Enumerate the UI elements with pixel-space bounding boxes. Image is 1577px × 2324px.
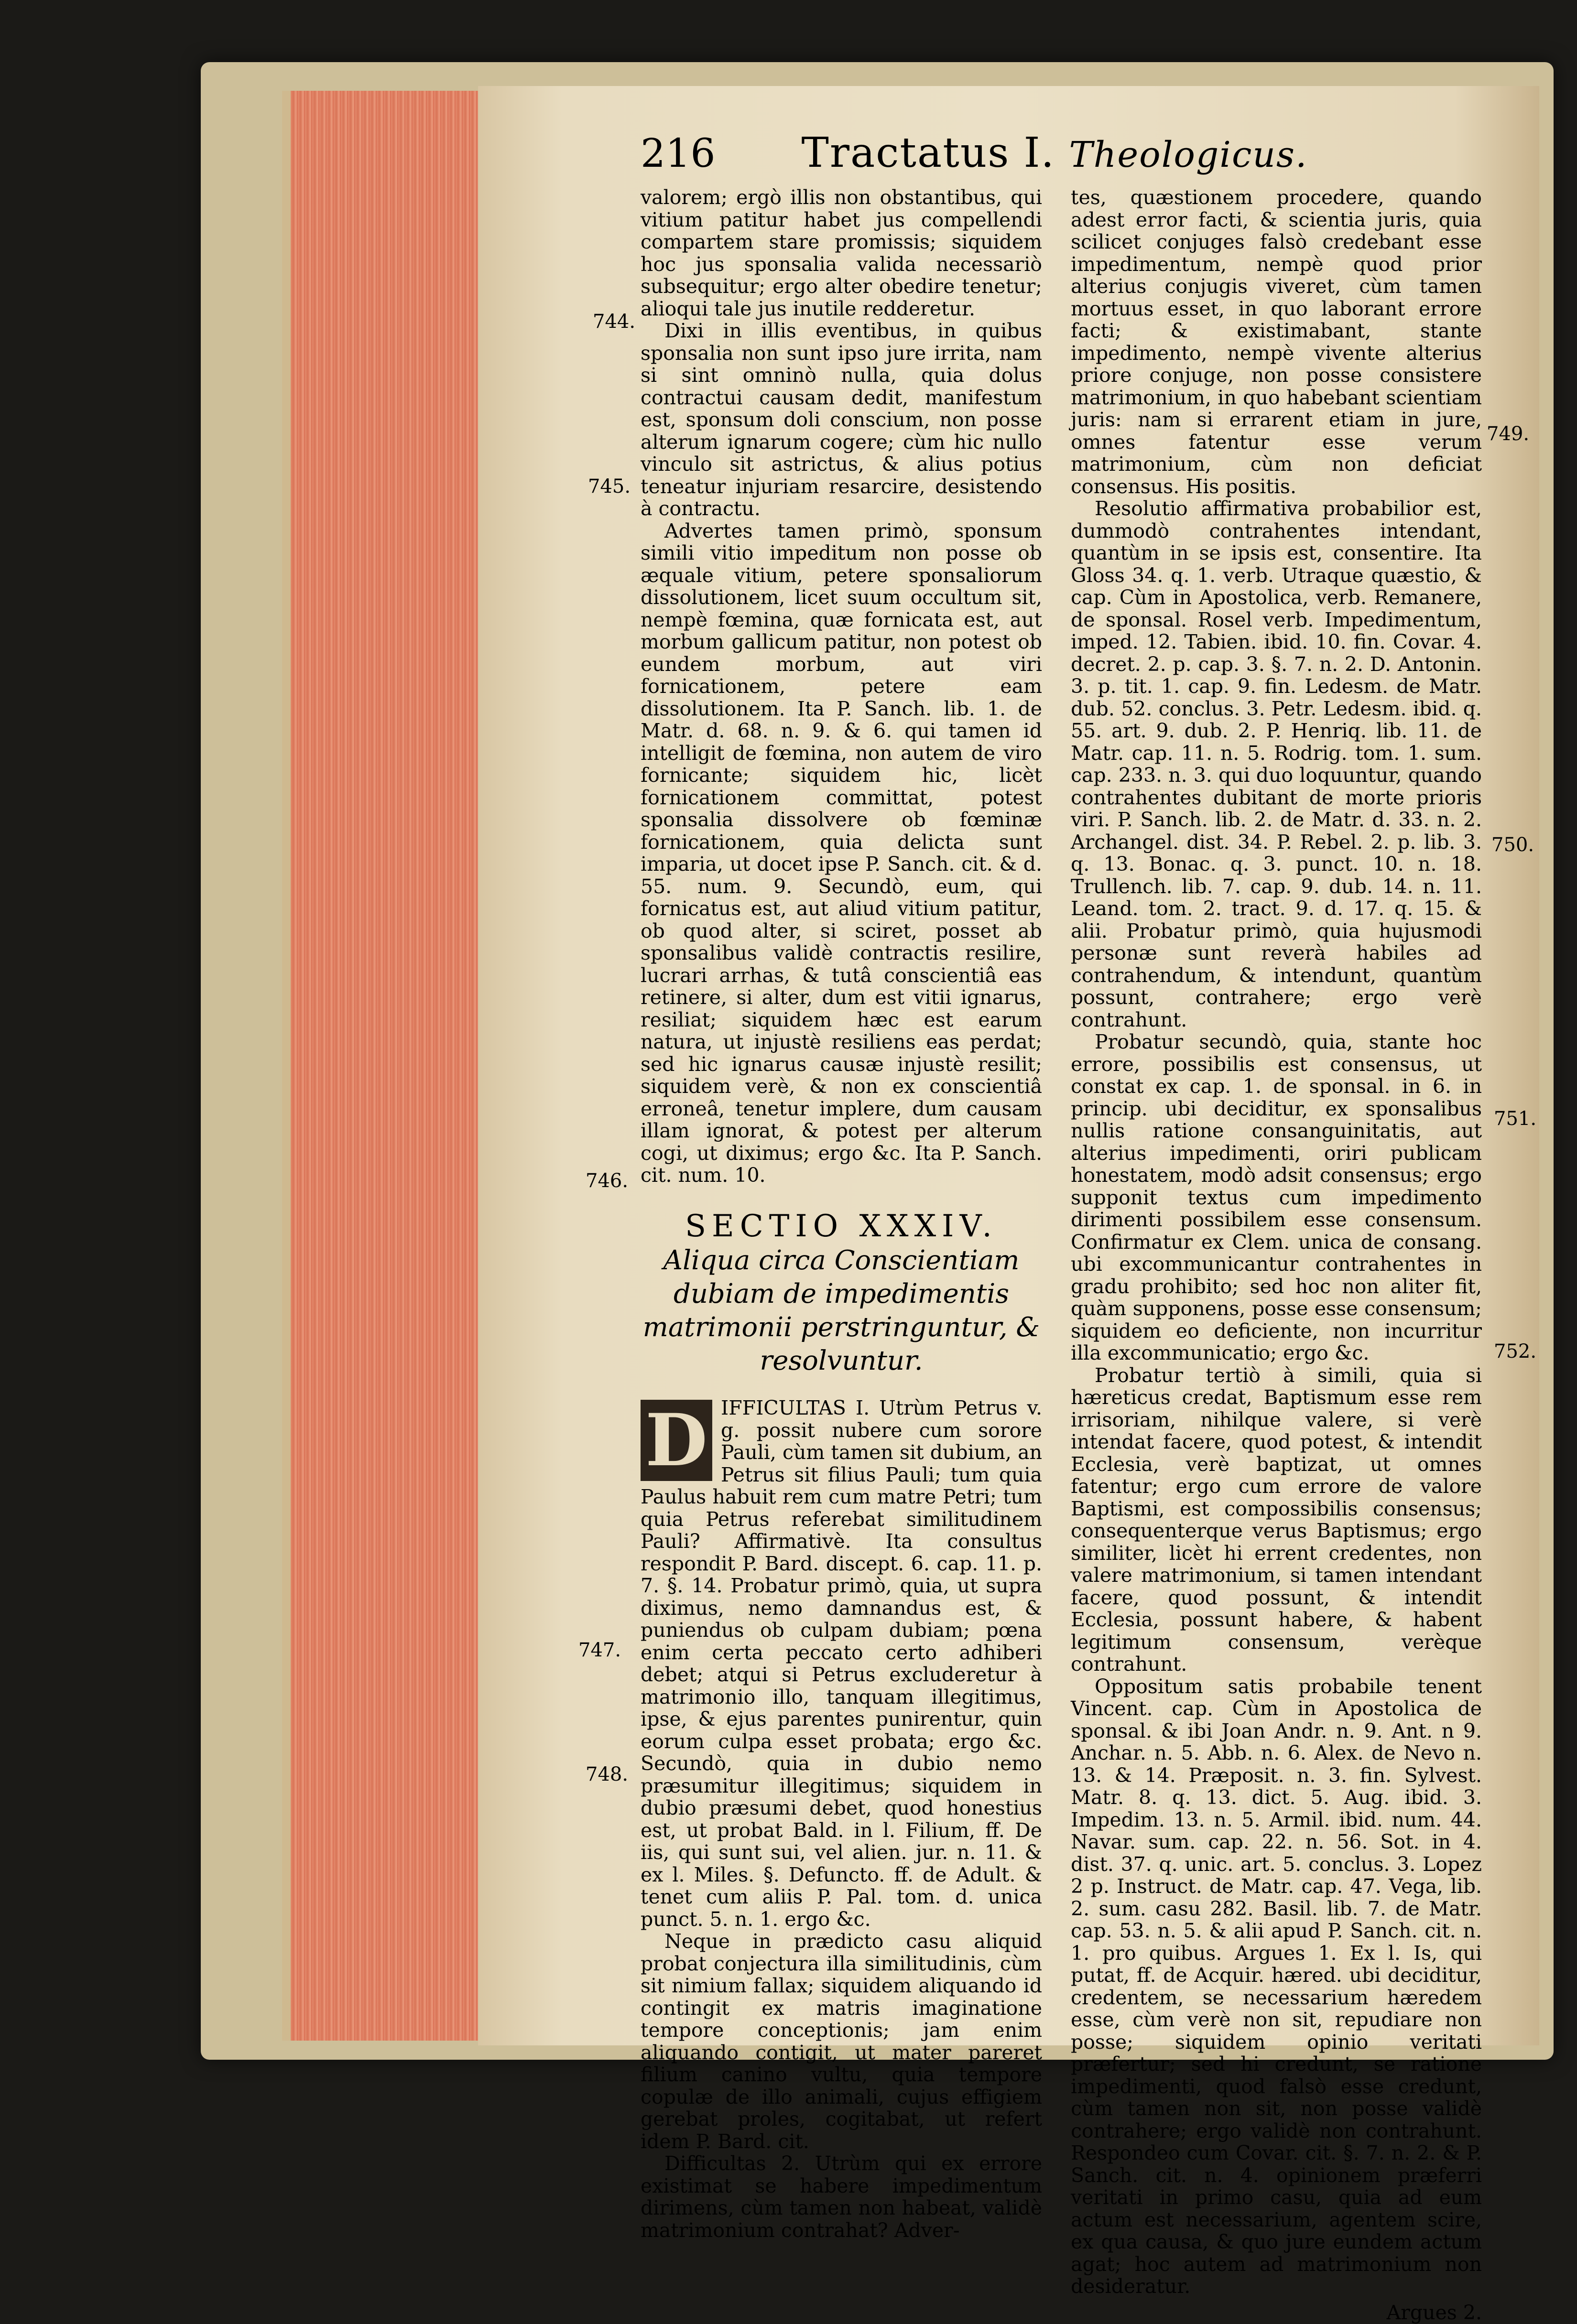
margin-number-749: 749. [1487,423,1530,445]
paragraph-with-dropcap [641,1397,1042,1930]
paragraph-text: IFFICULTAS I. Utrùm Petrus v. g. possit nubere cum sorore Pauli, cùm tamen sit dubium, an Petrus sit filius Pauli; tum quia Paulus habuit rem cum matre Petri; tum quia Petrus referebat similitudinem Pauli? Affirmativè. Ita consultus respondit P. Bard. discept. 6. cap. 11. p. 7. §. 14. Probatur primò, quia, ut supra diximus, nemo damnandus est, & puniendus ob culpam dubiam; pœna enim certa peccato certo adhiberi debet; atqui si Petrus excluderetur à matrimonio illo, tanquam illegitimus, ipse, & ejus parentes punirentur, quin eorum culpa esset probata; ergo &c. Secundò, quia in dubio nemo præsumitur illegitimus; siquidem in dubio præsumi debet, quod honestius est, ut probat Bald. in l. Filium, ff. De iis, qui sunt sui, vel alien. jur. n. 11. & ex l. Miles. §. Defuncto. ff. de Adult. & tenet cum aliis P. Pal. tom. d. unica punct. 5. n. 1. ergo &c. [641,1396,1042,1931]
margin-number-747: 747. [578,1639,621,1661]
running-title-main: Tractatus I. [801,129,1055,177]
paragraph: Neque in prædicto casu aliquid probat conjectura illa similitudinis, cùm sit nimium fallax; siquidem aliquando id contingit ex matris imaginatione tempore conceptionis; jam enim aliquando contigit, ut mater pareret filium canino vultu, quia tempore copulæ de illo animali, cujus effigiem gerebat proles, cogitabat, ut refert idem P. Bard. cit. [641,1930,1042,2153]
margin-number-748: 748. [586,1763,629,1785]
catchword: Argues 2. [1386,2301,1482,2324]
dropcap-initial: D [641,1400,712,1481]
paragraph: Oppositum satis probabile tenent Vincent. cap. Cùm in Apostolica de sponsal. & ibi Joan Andr. n. 9. Ant. n 9. Anchar. n. 5. Abb. n. 6. Alex. de Nevo n. 13. & 14. Præposit. n. 3. fin. Sylvest. Matr. 8. q. 13. dict. 5. Aug. ibid. 3. Impedim. 13. n. 5. Armil. ibid. num. 44. Navar. sum. cap. 22. n. 56. Sot. in 4. dist. 37. q. unic. art. 5. conclus. 3. Lopez 2 p. Instruct. de Matr. cap. 47. Vega, lib. 2. sum. casu 282. Basil. lib. 7. de Matr. cap. 53. n. 5. & alii apud P. Sanch. cit. n. 1. pro quibus. Argues 1. Ex l. Is, qui putat, ff. de Acquir. hæred. ubi deciditur, credentem, se necessarium hæredem esse, cùm verè non sit, repudiare non posse; siquidem opinio veritati præfertur; sed hi credunt, se ratione impedimenti, quod falsò esse credunt, cùm tamen non sit, non posse validè contrahere; ergo validè non contrahunt. Respondeo cum Covar. cit. §. 7. n. 2. & P. Sanch. cit. n. 4. opinionem præferri veritati in primo casu, quia ad eum actum est necessarium, agentem scire, ex qua causa, & quo jure eundem actum agat; hoc autem ad matrimonium non desideratur. [1071,1675,1482,2298]
running-title-italic: Theologicus. [1069,134,1308,175]
section-heading: SECTIO XXXIV. [685,1208,998,1244]
margin-number-746: 746. [586,1170,629,1192]
section-subtitle: Aliqua circa Conscientiam dubiam de impedimentis matrimonii perstringuntur, & resolvuntur. [642,1245,1040,1376]
paragraph: tes, quæstionem procedere, quando adest error facti, & scientia juris, quia scilicet conjuges falsò credebant esse impedimentum, nempè quod prior alterius conjugis viveret, cùm tamen mortuus esset, in quo laborant errore facti; & existimabant, stante impedimento, nempè vivente alterius priore conjuge, non posse consistere matrimonium, in quo habebant scientiam juris: nam si errarent etiam in jure, omnes fatentur esse verum matrimonium, cùm non deficiat consensus. His positis. [1071,186,1482,498]
paragraph: Probatur secundò, quia, stante hoc errore, possibilis est consensus, ut constat ex cap. 1. de sponsal. in 6. in princip. ubi deciditur, ex sponsalibus nullis ratione consanguinitatis, aut alterius impedimenti, oriri publicam honestatem, modò adsit consensus; ergo supponit textus cum impedimento dirimenti possibilem esse consensum. Confirmatur ex Clem. unica de consang. ubi excommunicantur contrahentes in gradu prohibito; sed hoc non aliter fit, quàm supponens, posse esse consensum; siquidem eo deficiente, non incurritur illa excommunicatio; ergo &c. [1071,1030,1482,1364]
paragraph: Difficultas 2. Utrùm qui ex errore existimat se habere impedimentum dirimens, cùm tamen non habeat, validè matrimonium contrahat? Adver- [641,2152,1042,2242]
page-edges [282,91,487,2041]
right-column [1071,186,1482,2324]
page-number: 216 [641,131,716,176]
paragraph: Dixi in illis eventibus, in quibus sponsalia non sunt ipso jure irrita, nam si sint omninò nulla, quia dolus contractui causam dedit, manifestum est, sponsum doli conscium, non posse alterum ignarum cogere; cùm hic nullo vinculo sit astrictus, & alius potius teneatur injuriam resarcire, desistendo à contractu. [641,319,1042,520]
paragraph: Advertes tamen primò, sponsum simili vitio impeditum non posse ob æquale vitium, petere sponsaliorum dissolutionem, licet suum occultum sit, nempè fœmina, quæ fornicata est, aut morbum gallicum patitur, non potest ob eundem morbum, aut viri fornicationem, petere eam dissolutionem. Ita P. Sanch. lib. 1. de Matr. d. 68. n. 9. & 6. qui tamen id intelligit de fœmina, non autem de viro fornicante; siquidem hic, licèt fornicationem committat, potest sponsalia dissolvere ob fœminæ fornicationem, quia delicta sunt imparia, ut docet ipse P. Sanch. cit. & d. 55. num. 9. Secundò, eum, qui fornicatus est, aut aliud vitium patitur, ob quod alter, si sciret, posset ab sponsalibus validè contractis resilire, lucrari arrhas, & tutâ conscientiâ eas retinere, si alter, dum est vitii ignarus, resiliat; siquidem hæc est earum natura, ut injustè resiliens eas perdat; sed hic ignarus causæ injustè resilit; siquidem verè, & non ex conscientiâ erroneâ, tenetur implere, dum causam illam ignorat, & potest per alterum cogi, ut diximus; ergo &c. Ita P. Sanch. cit. num. 10. [641,519,1042,1187]
paragraph: valorem; ergò illis non obstantibus, qui vitium patitur habet jus compellendi compartem stare promissis; siquidem hoc jus sponsalia valida necessariò subsequitur; ergo alter obedire tenetur; alioqui tale jus inutile redderetur. [641,186,1042,320]
margin-number-744: 744. [593,311,636,333]
margin-number-750: 750. [1491,834,1534,856]
running-title [802,129,1308,177]
paragraph: Resolutio affirmativa probabilior est, dummodò contrahentes intendant, quantùm in se ipsis est, consentire. Ita Gloss 34. q. 1. verb. Utraque quæstio, & cap. Cùm in Apostolica, verb. Remanere, de sponsal. Rosel verb. Impedimentum, imped. 12. Tabien. ibid. 10. fin. Covar. 4. decret. 2. p. cap. 3. §. 7. n. 2. D. Antonin. 3. p. tit. 1. cap. 9. fin. Ledesm. de Matr. dub. 52. conclus. 3. Petr. Ledesm. ibid. q. 55. art. 9. dub. 2. P. Henriq. lib. 11. de Matr. cap. 11. n. 5. Rodrig. tom. 1. sum. cap. 233. n. 3. qui duo loquuntur, quando contrahentes dubitant de morte prioris viri. P. Sanch. lib. 2. de Matr. d. 33. n. 2. Archangel. dist. 34. P. Rebel. 2. p. lib. 3. q. 13. Bonac. q. 3. punct. 10. n. 18. Trullench. lib. 7. cap. 9. dub. 14. n. 11. Leand. tom. 2. tract. 9. d. 17. q. 15. & alii. Probatur primò, quia hujusmodi personæ sunt reverà habiles ad contrahendum, & intendunt, quantùm possunt, contrahere; ergo verè contrahunt. [1071,497,1482,1031]
margin-number-752: 752. [1494,1340,1537,1362]
margin-number-751: 751. [1494,1108,1537,1130]
running-head [641,129,1348,186]
left-column [641,186,1042,2241]
paragraph: Probatur tertiò à simili, quia si hæreticus credat, Baptismum esse rem irrisoriam, nihilque valere, si verè intendat facere, quod potest, & intendit Ecclesia, verè baptizat, ut omnes fatentur; ergo cum errore de valore Baptismi, est compossibilis consensus; consequenterque verus Baptismus; ergo similiter, licèt hi errent credentes, non valere matrimonium, si tamen intendant facere, quod possunt, & intendit Ecclesia, possunt habere, & habent legitimum consensum, verèque contrahunt. [1071,1363,1482,1675]
margin-number-745: 745. [588,476,631,497]
